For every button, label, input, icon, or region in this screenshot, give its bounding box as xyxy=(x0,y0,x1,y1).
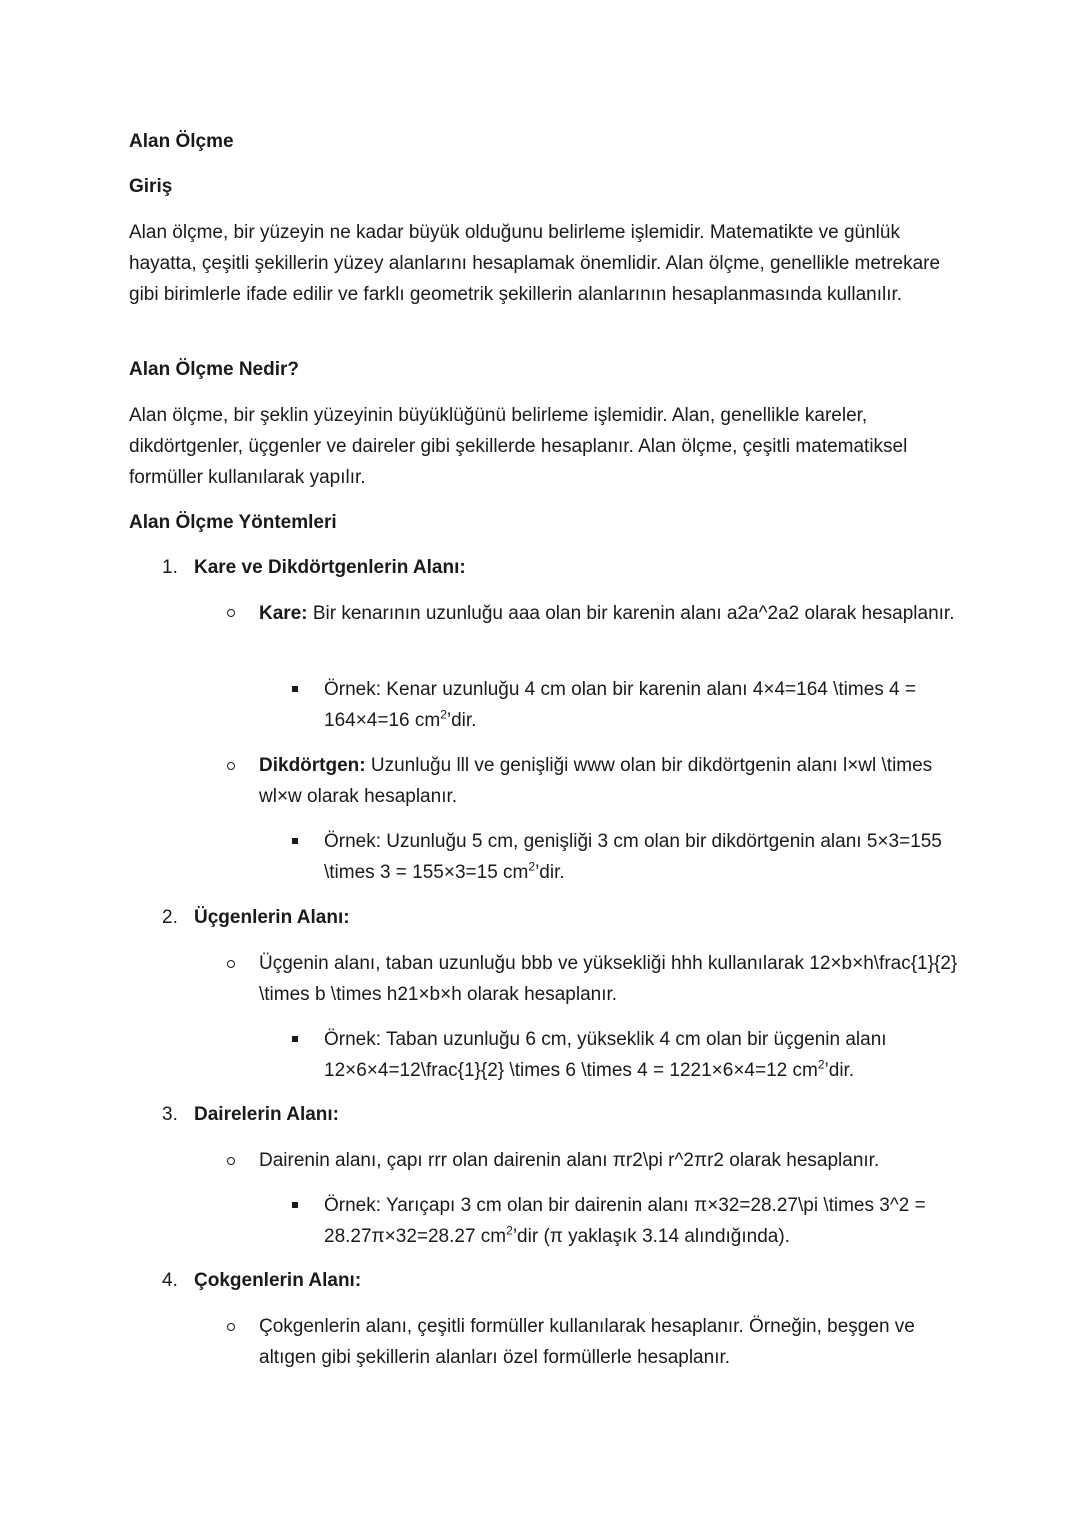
section-number: 1. xyxy=(162,557,178,578)
square-description: Bir kenarının uzunluğu aaa olan bir karenin alanı a2a^2a2 olarak hesaplanır. xyxy=(307,603,955,624)
intro-paragraph: Alan ölçme, bir yüzeyin ne kadar büyük olduğunu belirleme işlemidir. Matematikte ve günlük hayatta, çeşitli şekillerin yüzey alanlarını hesaplamak önemlidir. Alan ölçme, genellikle metrekare gibi birimlerle ifade edilir ve farklı geometrik şekillerin alanlarının hesaplanmasında kullanılır. xyxy=(129,222,941,305)
section-number: 4. xyxy=(162,1270,178,1291)
circle-example-superscript: 2 xyxy=(506,1223,513,1238)
polygon-formula-text xyxy=(259,1311,959,1373)
section-title-circle: Dairelerin Alanı: xyxy=(194,1104,340,1125)
hollow-bullet-icon xyxy=(227,1157,235,1165)
what-is-heading: Alan Ölçme Nedir? xyxy=(129,359,299,380)
document-title: Alan Ölçme xyxy=(129,131,234,152)
rectangle-label: Dikdörtgen: xyxy=(259,755,366,776)
rectangle-formula-text xyxy=(259,750,959,812)
triangle-example-superscript: 2 xyxy=(817,1057,825,1072)
section-number: 3. xyxy=(162,1104,178,1125)
section-title-polygon: Çokgenlerin Alanı: xyxy=(194,1270,362,1291)
square-label: Kare: xyxy=(259,603,308,624)
square-example-tail: ’dir. xyxy=(446,710,477,731)
section-title-triangle: Üçgenlerin Alanı: xyxy=(194,907,350,928)
square-formula-text xyxy=(259,598,959,629)
section-title-square-rectangle: Kare ve Dikdörtgenlerin Alanı: xyxy=(194,557,466,578)
rectangle-description: Uzunluğu lll ve genişliği www olan bir dikdörtgenin alanı l×wl \times wl×w olarak hesaplanır. xyxy=(259,755,933,807)
triangle-example-text xyxy=(324,1024,960,1086)
hollow-bullet-icon xyxy=(227,609,235,617)
square-example-superscript: 2 xyxy=(440,707,447,722)
triangle-example-tail: ’dir. xyxy=(824,1060,855,1081)
triangle-formula-text xyxy=(259,948,959,1010)
polygon-description: Çokgenlerin alanı, çeşitli formüller kullanılarak hesaplanır. Örneğin, beşgen ve altıgen gibi şekillerin alanları özel formüllerle hesaplanır. xyxy=(259,1316,915,1368)
circle-example-text xyxy=(324,1190,960,1252)
circle-example-tail: ’dir (π yaklaşık 3.14 alındığında). xyxy=(512,1226,790,1247)
triangle-example: Örnek: Taban uzunluğu 6 cm, yükseklik 4 cm olan bir üçgenin alanı 12×6×4=12\frac{1}{2} \times 6 \times 4 = 1221×6×4=12 cm xyxy=(324,1029,887,1081)
circle-description: Dairenin alanı, çapı rrr olan dairenin alanı πr2\pi r^2πr2 olarak hesaplanır. xyxy=(259,1150,880,1171)
rectangle-example: Örnek: Uzunluğu 5 cm, genişliği 3 cm olan bir dikdörtgenin alanı 5×3=155 \times 3 = 155×3=15 cm xyxy=(324,831,942,883)
hollow-bullet-icon xyxy=(227,1323,235,1331)
square-bullet-icon xyxy=(292,838,298,844)
rectangle-example-superscript: 2 xyxy=(528,859,536,874)
square-bullet-icon xyxy=(292,686,298,692)
hollow-bullet-icon xyxy=(227,762,235,770)
circle-example: Örnek: Yarıçapı 3 cm olan bir dairenin alanı π×32=28.27\pi \times 3^2 = 28.27π×32=28.27 cm xyxy=(324,1195,926,1247)
section-number: 2. xyxy=(162,907,178,928)
square-example-text xyxy=(324,674,960,736)
rectangle-example-text xyxy=(324,826,960,888)
what-is-paragraph: Alan ölçme, bir şeklin yüzeyinin büyüklüğünü belirleme işlemidir. Alan, genellikle kareler, dikdörtgenler, üçgenler ve daireler gibi şekillerde hesaplanır. Alan ölçme, çeşitli matematiksel formüller kullanılarak yapılır. xyxy=(129,405,908,488)
intro-heading: Giriş xyxy=(129,176,173,197)
circle-formula-text xyxy=(259,1145,979,1176)
square-bullet-icon xyxy=(292,1202,298,1208)
methods-heading: Alan Ölçme Yöntemleri xyxy=(129,512,337,533)
hollow-bullet-icon xyxy=(227,960,235,968)
square-example: Örnek: Kenar uzunluğu 4 cm olan bir karenin alanı 4×4=164 \times 4 = 164×4=16 cm xyxy=(324,679,916,731)
triangle-description: Üçgenin alanı, taban uzunluğu bbb ve yüksekliği hhh kullanılarak 12×b×h\frac{1}{2} \times b \times h21×b×h olarak hesaplanır. xyxy=(259,953,958,1005)
square-bullet-icon xyxy=(292,1036,298,1042)
rectangle-example-tail: ’dir. xyxy=(535,862,565,883)
